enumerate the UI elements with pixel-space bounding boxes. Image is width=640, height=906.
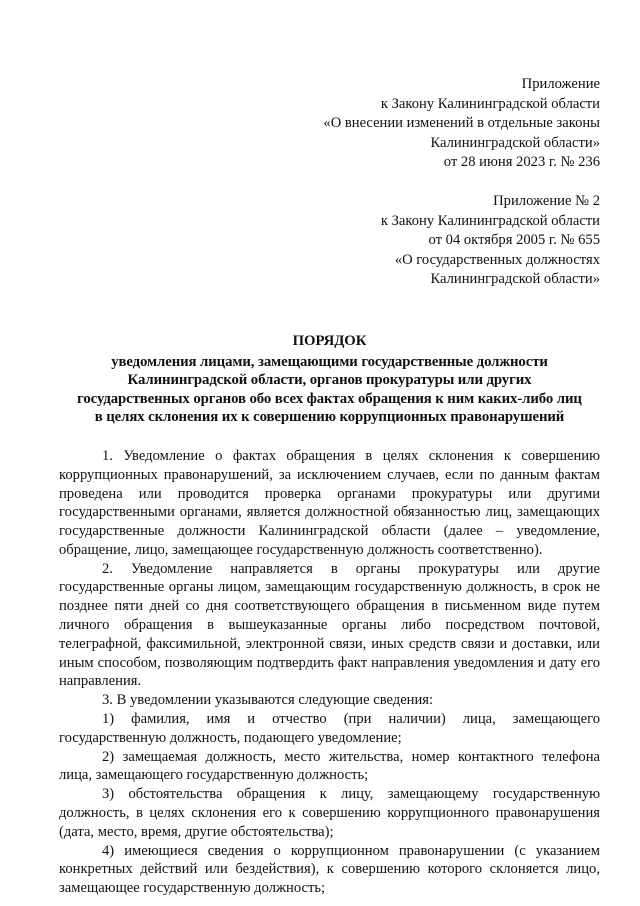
appendix-header-1: [59, 75, 600, 173]
paragraph: 1. Уведомление о фактах обращения в целях склонения к совершению коррупционных правонарушений, за исключением случаев, если по данным фактам проведена или проводится проверка органами прокуратуры или другими государственными органами, является должностной обязанностью лиц, замещающих государственные должности Калининградской области (далее – уведомление, обращение, лицо, замещающее государственную должность соответственно).: [59, 447, 600, 558]
paragraph: 2. Уведомление направляется в органы прокуратуры или другие государственные органы лицом, замещающим государственную должность, в срок не позднее пяти дней со дня соответствующего обращения в письменном виде путем личного обращения в вышеуказанные органы либо посредством почтовой, телеграфной, факсимильной, электронной связи, иных средств связи и доставки, или иным способом, позволяющим подтвердить факт направления уведомления и дату его направления.: [59, 560, 600, 690]
title-line: государственных органов обо всех фактах обращения к ним каких-либо лиц: [77, 390, 582, 407]
header-line: от 28 июня 2023 г. № 236: [443, 154, 600, 171]
header-line: от 04 октября 2005 г. № 655: [428, 232, 600, 249]
title-line: в целях склонения их к совершению коррупционных правонарушений: [94, 409, 565, 426]
document-body: [59, 447, 600, 898]
paragraph: 3. В уведомлении указываются следующие сведения:: [102, 692, 434, 709]
paragraph: 4) имеющиеся сведения о коррупционном правонарушении (с указанием конкретных действий или бездействия), к совершению которого склоняется лицо, замещающее государственную должность;: [59, 842, 600, 897]
title-line: Калининградской области, органов прокуратуры или других: [127, 372, 532, 389]
appendix-header-2: [59, 192, 600, 290]
header-line: Калининградской области»: [430, 134, 600, 151]
paragraph: 1) фамилия, имя и отчество (при наличии) лица, замещающего государственную должность, подающего уведомление;: [59, 711, 600, 746]
header-line: Приложение № 2: [493, 192, 600, 209]
header-line: Приложение: [521, 76, 600, 92]
title-main: ПОРЯДОК: [292, 332, 367, 349]
header-line: Калининградской области»: [430, 271, 600, 288]
paragraph: 3) обстоятельства обращения к лицу, замещающему государственную должность, в целях склонения его к совершению коррупционного правонарушения (дата, место, время, другие обстоятельства);: [59, 786, 600, 840]
title-line: уведомления лицами, замещающими государственные должности: [111, 353, 548, 370]
header-line: к Закону Калининградской области: [380, 95, 600, 112]
header-line: к Закону Калининградской области: [380, 212, 600, 229]
document-title: [59, 332, 600, 427]
header-line: «О государственных должностях: [394, 251, 600, 268]
header-line: «О внесении изменений в отдельные законы: [323, 115, 600, 132]
paragraph: 2) замещаемая должность, место жительства, номер контактного телефона лица, замещающего государственную должность;: [59, 748, 600, 784]
